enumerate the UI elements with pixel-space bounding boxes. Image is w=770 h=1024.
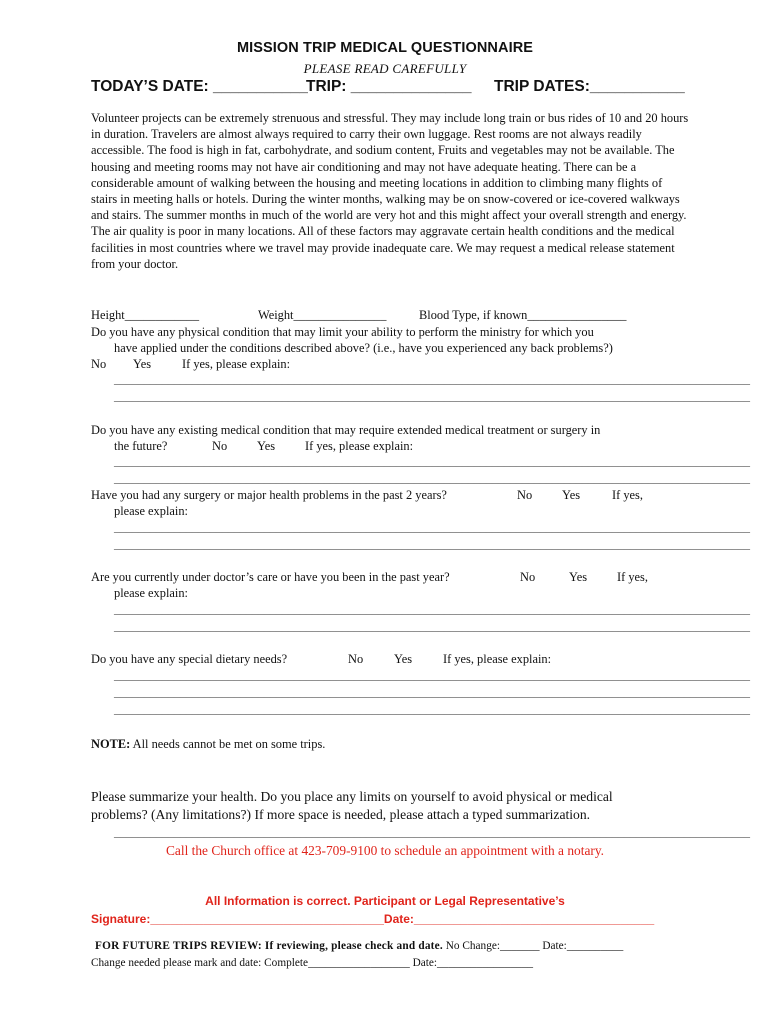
- q1-text-line2: have applied under the conditions described above? (i.e., have you experienced any back problems?): [114, 341, 613, 355]
- summary-prompt-line2: problems? (Any limitations?) If more space is needed, please attach a typed summarization.: [91, 807, 591, 822]
- q5-text-line1: Do you have any special dietary needs?: [91, 652, 288, 666]
- intro-paragraph: Volunteer projects can be extremely strenuous and stressful. They may include long train or bus rides of 10 and 20 hours in duration. Travelers are almost always required to carry their own luggage. Rest rooms are not always readily accessible. The food is high in fat, carbohydrate, and sodium content, Fruits and vegetables may not be available. The housing and meeting rooms may not have air conditioning and may not have adequate heating. There can be a considerable amount of walking between the housing and meeting locations in addition to climbing many flights of stairs in meeting halls or hotels. During the winter months, walking may be on snow-covered or ice-covered walkways and stairs. The summer months in much of the world are very hot and this might affect your overall strength and energy. The air quality is poor in many locations. All of these factors may aggravate certain health conditions and the medical facilities in most countries where we travel may provide inadequate care. We may request a medical release statement from your doctor.: [91, 111, 689, 271]
- q3-ifyes-label: If yes,: [612, 488, 643, 502]
- q4-answer-line-1[interactable]: __________________________________________________________________________________________________________: [114, 602, 750, 616]
- q1-text-line1: Do you have any physical condition that may limit your ability to perform the ministry for which you: [91, 325, 594, 339]
- q5-explain-label: If yes, please explain:: [443, 652, 552, 666]
- note-label: NOTE:: [91, 737, 131, 751]
- q3-yes-option[interactable]: Yes: [562, 488, 581, 502]
- summary-answer-line[interactable]: __________________________________________________________________________________________________________: [114, 825, 750, 839]
- trip-field[interactable]: TRIP: ______________: [306, 78, 472, 95]
- q4-explain-label: please explain:: [114, 586, 188, 600]
- review-change-needed-field[interactable]: Change needed please mark and date: Complete__________________ Date:_________________: [91, 957, 534, 969]
- q2-answer-line-2[interactable]: __________________________________________________________________________________________________________: [114, 471, 750, 485]
- q4-text-line1: Are you currently under doctor’s care or have you been in the past year?: [91, 570, 450, 584]
- q4-answer-line-2[interactable]: __________________________________________________________________________________________________________: [114, 619, 750, 633]
- note-text: All needs cannot be met on some trips.: [130, 737, 326, 751]
- q4-ifyes-label: If yes,: [617, 570, 648, 584]
- q5-answer-line-3[interactable]: __________________________________________________________________________________________________________: [114, 702, 750, 716]
- q1-no-option[interactable]: No: [91, 357, 107, 371]
- form-title: MISSION TRIP MEDICAL QUESTIONNAIRE: [236, 40, 534, 56]
- signature-date-field[interactable]: Signature:___________________________________Date:____________________________________: [91, 912, 655, 926]
- signature-attestation: All Information is correct. Participant or Legal Representative’s: [205, 894, 565, 908]
- blood-type-field[interactable]: Blood Type, if known________________: [419, 308, 627, 322]
- q2-no-option[interactable]: No: [212, 439, 228, 453]
- note: [91, 736, 325, 752]
- review-line1: [95, 940, 623, 952]
- q1-answer-line-1[interactable]: __________________________________________________________________________________________________________: [114, 372, 750, 386]
- notary-instruction: Call the Church office at 423-709-9100 to schedule an appointment with a notary.: [165, 843, 605, 858]
- q3-no-option[interactable]: No: [517, 488, 533, 502]
- q5-no-option[interactable]: No: [348, 652, 364, 666]
- q3-answer-line-1[interactable]: __________________________________________________________________________________________________________: [114, 520, 750, 534]
- q3-answer-line-2[interactable]: __________________________________________________________________________________________________________: [114, 537, 750, 551]
- q1-explain-label: If yes, please explain:: [182, 357, 291, 371]
- height-field[interactable]: Height____________: [91, 308, 200, 322]
- q3-text-line1: Have you had any surgery or major health problems in the past 2 years?: [91, 488, 447, 502]
- summary-prompt-line1: Please summarize your health. Do you place any limits on yourself to avoid physical or medical: [91, 789, 613, 804]
- q1-answer-line-2[interactable]: __________________________________________________________________________________________________________: [114, 389, 750, 403]
- q5-answer-line-2[interactable]: __________________________________________________________________________________________________________: [114, 685, 750, 699]
- q2-text-line1: Do you have any existing medical condition that may require extended medical treatment or surgery in: [91, 423, 601, 437]
- q4-yes-option[interactable]: Yes: [569, 570, 588, 584]
- q5-yes-option[interactable]: Yes: [394, 652, 413, 666]
- q1-yes-option[interactable]: Yes: [133, 357, 152, 371]
- q5-answer-line-1[interactable]: __________________________________________________________________________________________________________: [114, 668, 750, 682]
- q2-answer-line-1[interactable]: __________________________________________________________________________________________________________: [114, 454, 750, 468]
- q2-explain-label: If yes, please explain:: [305, 439, 414, 453]
- q2-yes-option[interactable]: Yes: [257, 439, 276, 453]
- trip-dates-field[interactable]: TRIP DATES:___________: [494, 78, 685, 95]
- review-no-change-field[interactable]: No Change:_______ Date:__________: [442, 940, 624, 952]
- review-heading: FOR FUTURE TRIPS REVIEW: If reviewing, please check and date.: [95, 940, 443, 952]
- q2-text-line2: the future?: [114, 439, 168, 453]
- q4-no-option[interactable]: No: [520, 570, 536, 584]
- form-subtitle: PLEASE READ CAREFULLY: [303, 61, 467, 76]
- weight-field[interactable]: Weight_______________: [258, 308, 387, 322]
- todays-date-field[interactable]: TODAY’S DATE: ___________: [91, 78, 308, 95]
- q3-explain-label: please explain:: [114, 504, 188, 518]
